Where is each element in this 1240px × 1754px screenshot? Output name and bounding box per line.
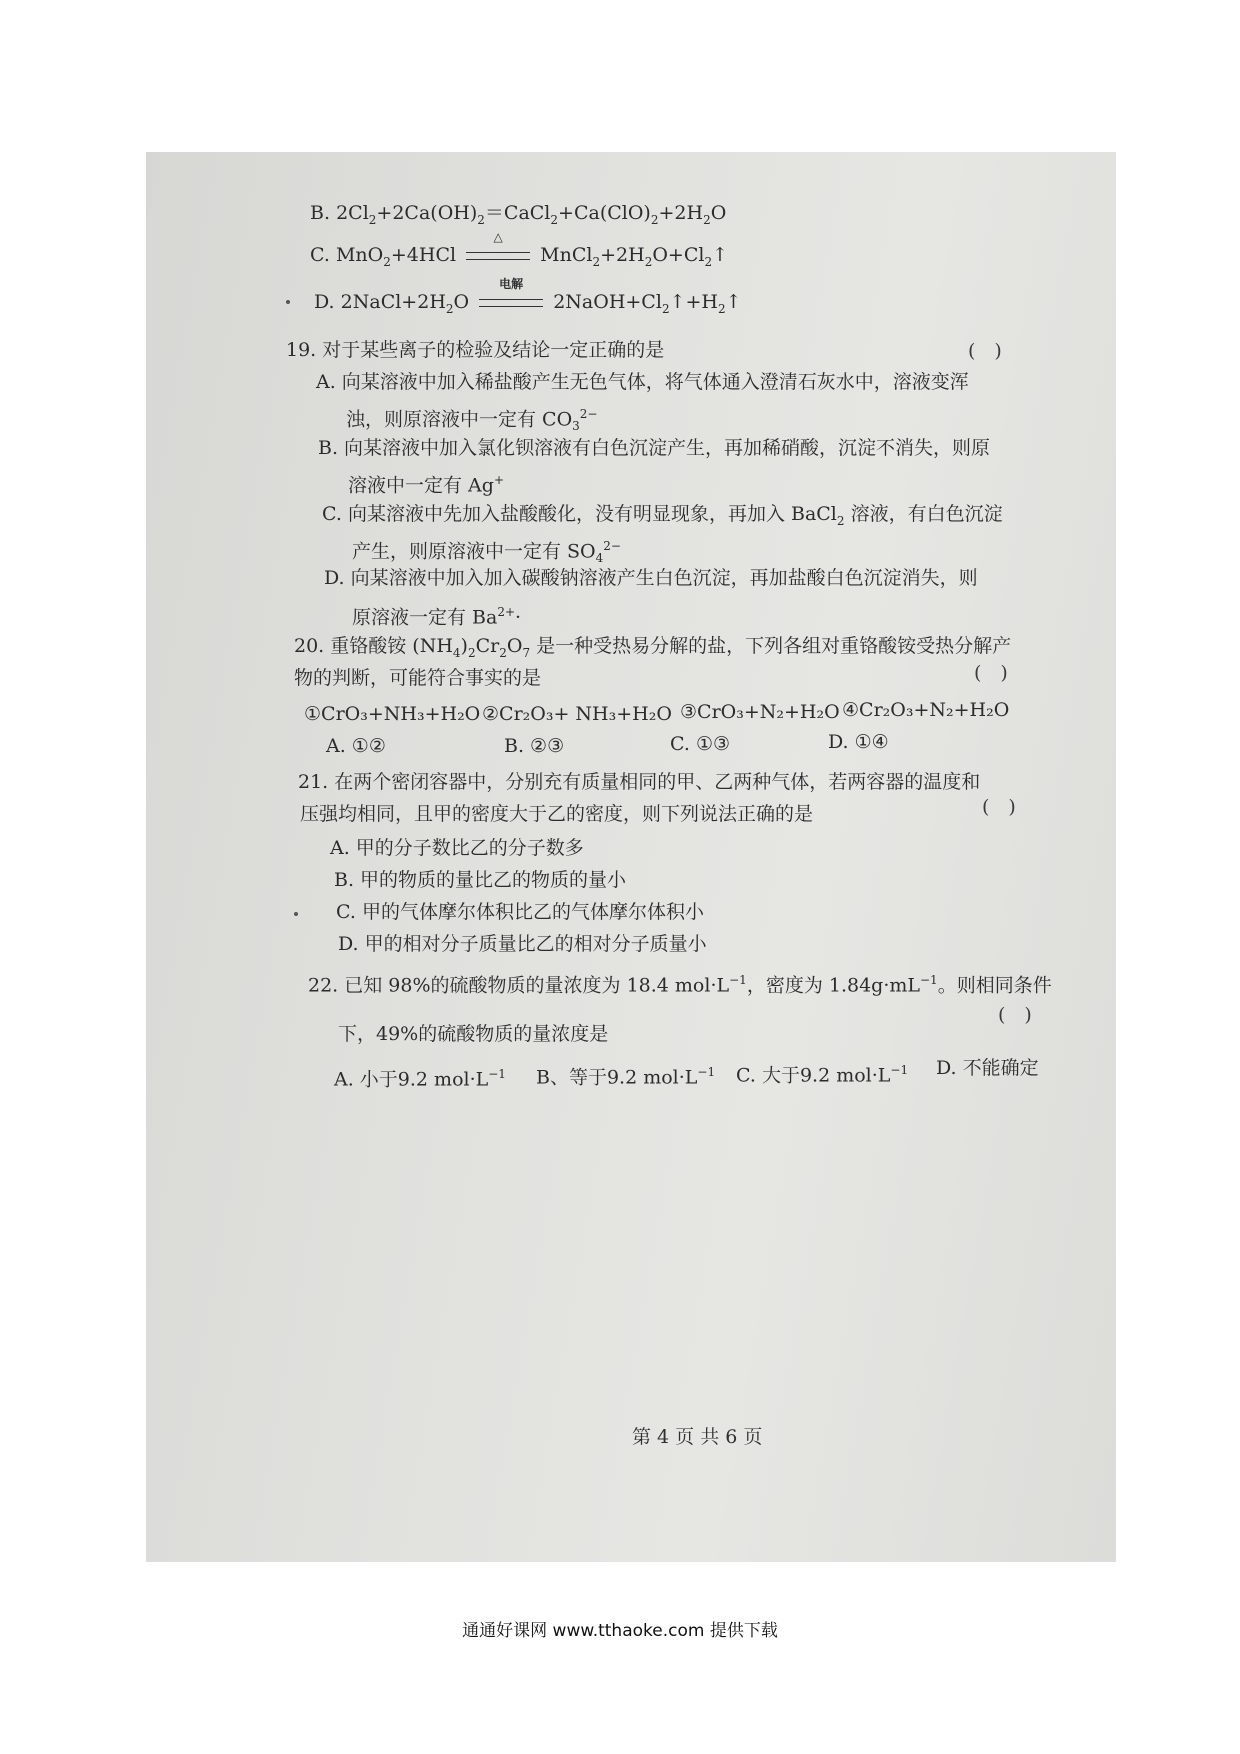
q20-option-d: D. ①④	[828, 731, 889, 753]
q22-stem: 22. 已知 98%的硫酸物质的量浓度为 18.4 $mol\cdot L^{-1}$，密度为 $1.84g\cdot mL^{-1}$。则相同条件	[308, 973, 1052, 997]
q20-product-1: ①CrO₃+NH₃+H₂O	[304, 703, 481, 725]
q21-stem-cont: 压强均相同，且甲的密度大于乙的密度，则下列说法正确的是	[300, 803, 814, 825]
q20-stem-cont: 物的判断，可能符合事实的是	[294, 667, 542, 689]
q19-stem: 19. 对于某些离子的检验及结论一定正确的是	[286, 339, 665, 361]
q21-option-d: D. 甲的相对分子质量比乙的相对分子质量小	[338, 933, 707, 955]
q22-option-d: D. 不能确定	[936, 1057, 1039, 1079]
speck	[286, 300, 290, 304]
q22-option-c: C. 大于9.2 $mol\cdot L^{-1}$	[736, 1063, 909, 1087]
scanned-page	[146, 152, 1116, 1562]
footer-credit: 通通好课网 www.tthaoke.com 提供下载	[462, 1621, 778, 1641]
q18-option-d: D. $2NaCl+2H_2O$ 电解 $2NaOH+Cl_2↑+H_2↑$	[314, 277, 742, 316]
q20-product-3: ③CrO₃+N₂+H₂O	[680, 701, 840, 723]
page-number: 第 4 页 共 6 页	[632, 1426, 763, 1448]
q19-option-c-cont: 产生，则原溶液中一定有 $SO_4^{2-}$	[352, 539, 621, 566]
q19-option-a: A. 向某溶液中加入稀盐酸产生无色气体，将气体通入澄清石灰水中，溶液变浑	[316, 371, 969, 393]
q21-answer-paren: ( )	[982, 796, 1016, 818]
q21-option-b: B. 甲的物质的量比乙的物质的量小	[334, 869, 627, 891]
q22-option-a: A. 小于9.2 $mol\cdot L^{-1}$	[334, 1067, 506, 1091]
q19-option-b-cont: 溶液中一定有 Ag+	[348, 473, 504, 497]
q21-option-a: A. 甲的分子数比乙的分子数多	[330, 837, 584, 859]
heat-condition-arrow: △	[466, 243, 530, 267]
q20-option-c: C. ①③	[670, 733, 731, 755]
q20-stem: 20. 重铬酸铵 $(NH_4)_2Cr_2O_7$ 是一种受热易分解的盐，下列各组对重铬酸铵受热分解产	[294, 635, 1012, 660]
q21-stem: 21. 在两个密闭容器中，分别充有质量相同的甲、乙两种气体，若两容器的温度和	[298, 771, 981, 793]
q20-answer-paren: ( )	[974, 662, 1008, 684]
q22-answer-paren: ( )	[998, 1004, 1032, 1026]
q19-option-d-cont: 原溶液一定有 $Ba^{2+}\cdot$	[352, 605, 522, 629]
electrolysis-condition-arrow: 电解	[479, 290, 543, 314]
q19-answer-paren: ( )	[968, 340, 1002, 362]
q21-option-c: C. 甲的气体摩尔体积比乙的气体摩尔体积小	[336, 901, 704, 923]
q20-option-a: A. ①②	[326, 735, 386, 757]
q20-product-4: ④Cr₂O₃+N₂+H₂O	[842, 699, 1010, 721]
q19-option-a-cont: 浊，则原溶液中一定有 $CO_3^{2-}$	[346, 407, 598, 434]
q22-stem-cont: 下，49%的硫酸物质的量浓度是	[338, 1023, 609, 1045]
q18-option-c: C. MnO$_2$+4HCl △ $MnCl_2+2H_2O+Cl_2↑$	[310, 230, 729, 269]
speck	[294, 912, 298, 916]
q22-option-b: B、等于9.2 $mol\cdot L^{-1}$	[536, 1065, 716, 1089]
q18-option-b: B. $2Cl_2+2Ca(OH)_2=CaCl_2+Ca(ClO)_2+2H_2O$	[310, 202, 727, 227]
q19-option-d: D. 向某溶液中加入加入碳酸钠溶液产生白色沉淀，再加盐酸白色沉淀消失，则	[324, 567, 978, 589]
q20-option-b: B. ②③	[504, 735, 565, 757]
q19-option-b: B. 向某溶液中加入氯化钡溶液有白色沉淀产生，再加稀硝酸，沉淀不消失，则原	[318, 437, 991, 459]
q20-product-2: ②Cr₂O₃+ NH₃+H₂O	[482, 703, 672, 725]
q19-option-c: C. 向某溶液中先加入盐酸酸化，没有明显现象，再加入 BaCl$_2$ 溶液，有白色沉淀	[322, 503, 1003, 528]
